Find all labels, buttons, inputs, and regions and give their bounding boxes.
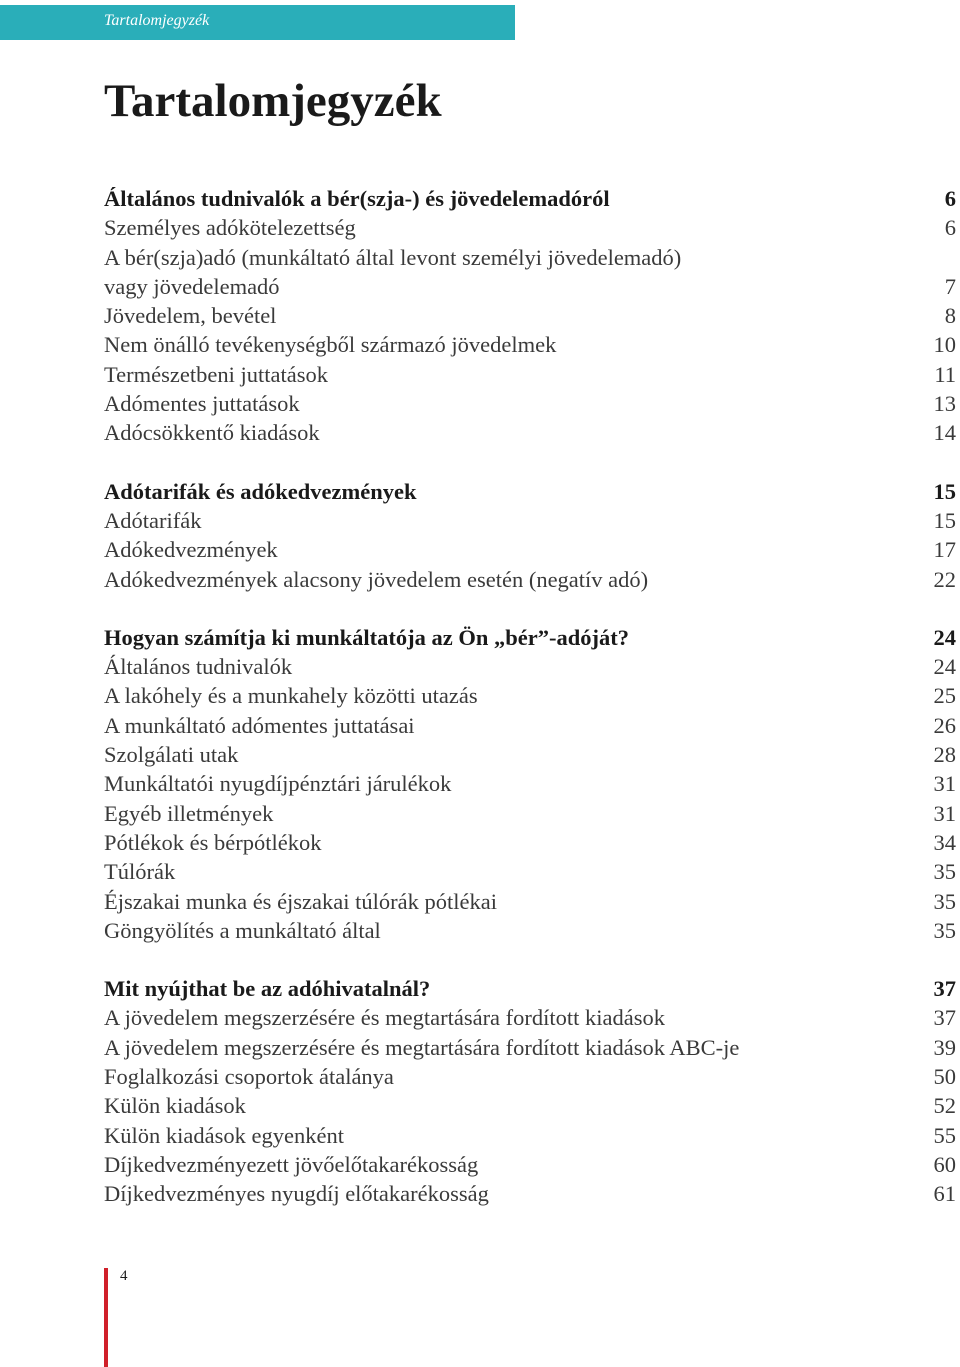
toc-entry[interactable]	[104, 740, 956, 769]
toc-entry-page: 22	[933, 566, 956, 592]
toc-entry[interactable]	[104, 769, 956, 798]
toc-entry[interactable]	[104, 1121, 956, 1150]
toc-entry[interactable]	[104, 535, 956, 564]
toc-entry-page: 52	[933, 1093, 956, 1119]
toc-entry-page: 39	[933, 1034, 956, 1060]
toc-entry-title: Adótarifák és adókedvezmények	[104, 478, 417, 504]
toc-entry-page: 55	[933, 1122, 956, 1148]
toc-entry-title: Egyéb illetmények	[104, 800, 274, 826]
footer-accent-bar	[104, 1268, 108, 1367]
toc-entry[interactable]	[104, 1003, 956, 1032]
toc-entry-title: Külön kiadások egyenként	[104, 1122, 344, 1148]
toc-entry-page: 6	[944, 215, 956, 241]
toc-entry-page: 15	[933, 507, 956, 533]
toc-entry[interactable]	[104, 506, 956, 535]
toc-entry[interactable]	[104, 213, 956, 242]
toc-entry[interactable]	[104, 799, 956, 828]
page-title: Tartalomjegyzék	[104, 75, 442, 127]
toc-entry[interactable]	[104, 652, 956, 681]
toc-entry-title: Adótarifák	[104, 507, 202, 533]
toc-entry-title: A jövedelem megszerzésére és megtartására fordított kiadások	[104, 1005, 666, 1031]
toc-entry-title: Foglalkozási csoportok átalánya	[104, 1064, 394, 1090]
page-number: 4	[120, 1268, 128, 1284]
toc-entry[interactable]	[104, 916, 956, 945]
toc-entry[interactable]	[104, 711, 956, 740]
toc-entry[interactable]	[104, 1150, 956, 1179]
toc-entry-title: Éjszakai munka és éjszakai túlórák pótlékai	[104, 888, 497, 914]
header-band	[0, 5, 515, 40]
toc-entry-title: Természetbeni juttatások	[104, 361, 328, 387]
toc-entry-page: 50	[933, 1064, 956, 1090]
toc-entry-page: 35	[933, 859, 956, 885]
toc-entry[interactable]	[104, 1091, 956, 1120]
toc-entry-title: Díjkedvezményezett jövőelőtakarékosság	[104, 1151, 479, 1177]
toc-section	[104, 184, 956, 448]
toc-entry[interactable]	[104, 565, 956, 594]
toc-entry[interactable]	[104, 330, 956, 359]
toc-entry-page: 15	[933, 478, 956, 504]
toc-entry-page: 34	[933, 829, 956, 855]
toc-section	[104, 974, 956, 1208]
toc-entry-page: 60	[933, 1151, 956, 1177]
toc-entry-page: 37	[933, 976, 956, 1002]
toc-entry-title: Munkáltatói nyugdíjpénztári járulékok	[104, 771, 452, 797]
toc-entry-title: Személyes adókötelezettség	[104, 215, 356, 241]
toc-section-heading[interactable]	[104, 477, 956, 506]
toc-entry-page: 13	[933, 391, 956, 417]
toc-entry-page: 24	[933, 624, 956, 650]
toc-section	[104, 477, 956, 594]
toc-entry-title: Jövedelem, bevétel	[104, 303, 277, 329]
toc-entry-page: 17	[933, 537, 956, 563]
toc-entry[interactable]	[104, 243, 956, 272]
toc-entry-page: 10	[933, 332, 956, 358]
toc-entry-page: 31	[933, 800, 956, 826]
toc-entry-page: 31	[933, 771, 956, 797]
toc-section	[104, 623, 956, 945]
toc-entry[interactable]	[104, 1179, 956, 1208]
toc-entry-title: Szolgálati utak	[104, 742, 239, 768]
toc-entry-page: 37	[933, 1005, 956, 1031]
toc-entry-page: 35	[933, 888, 956, 914]
running-header: Tartalomjegyzék	[104, 12, 210, 29]
toc-entry-page: 28	[933, 742, 956, 768]
toc-entry-title: Pótlékok és bérpótlékok	[104, 829, 322, 855]
toc-entry[interactable]	[104, 272, 956, 301]
toc-entry-title: Díjkedvezményes nyugdíj előtakarékosság	[104, 1181, 489, 1207]
toc-entry[interactable]	[104, 857, 956, 886]
toc-entry-page: 26	[933, 712, 956, 738]
toc-entry-title: Adókedvezmények alacsony jövedelem esetén (negatív adó)	[104, 566, 649, 592]
toc-entry[interactable]	[104, 828, 956, 857]
toc-entry-title: Általános tudnivalók	[104, 654, 293, 680]
toc-entry-page: 25	[933, 683, 956, 709]
toc-entry-title: Göngyölítés a munkáltató által	[104, 917, 381, 943]
toc-entry-page: 14	[933, 420, 956, 446]
toc-entry-page: 11	[934, 361, 956, 387]
toc-section-heading[interactable]	[104, 184, 956, 213]
table-of-contents	[104, 184, 956, 1238]
toc-entry-title: Külön kiadások	[104, 1093, 246, 1119]
toc-entry-title: Adómentes juttatások	[104, 391, 300, 417]
toc-entry-title: Túlórák	[104, 859, 176, 885]
toc-section-heading[interactable]	[104, 623, 956, 652]
toc-entry[interactable]	[104, 887, 956, 916]
toc-entry[interactable]	[104, 418, 956, 447]
toc-entry-title: Hogyan számítja ki munkáltatója az Ön „bér”-adóját?	[104, 624, 629, 650]
toc-entry-title: Általános tudnivalók a bér(szja-) és jövedelemadóról	[104, 186, 610, 211]
toc-entry-page: 6	[944, 186, 956, 211]
toc-entry-title: A lakóhely és a munkahely közötti utazás	[104, 683, 478, 709]
toc-entry-page: 24	[933, 654, 956, 680]
toc-entry-page: 61	[933, 1181, 956, 1207]
toc-entry-title: A jövedelem megszerzésére és megtartására fordított kiadások ABC-je	[104, 1034, 740, 1060]
toc-entry[interactable]	[104, 360, 956, 389]
toc-entry-title: Nem önálló tevékenységből származó jövedelmek	[104, 332, 557, 358]
toc-entry-title: Mit nyújthat be az adóhivatalnál?	[104, 976, 431, 1002]
toc-entry[interactable]	[104, 1062, 956, 1091]
toc-entry-title: vagy jövedelemadó	[104, 273, 280, 299]
toc-entry-title: A bér(szja)adó (munkáltató által levont személyi jövedelemadó)	[104, 244, 682, 270]
toc-entry[interactable]	[104, 301, 956, 330]
toc-entry[interactable]	[104, 389, 956, 418]
toc-entry[interactable]	[104, 1033, 956, 1062]
toc-entry[interactable]	[104, 681, 956, 710]
toc-entry-page: 8	[944, 303, 956, 329]
toc-entry-page: 7	[944, 273, 956, 299]
toc-entry-title: Adókedvezmények	[104, 537, 278, 563]
toc-entry-page: 35	[933, 917, 956, 943]
toc-entry-title: A munkáltató adómentes juttatásai	[104, 712, 415, 738]
toc-section-heading[interactable]	[104, 974, 956, 1003]
toc-entry-title: Adócsökkentő kiadások	[104, 420, 320, 446]
